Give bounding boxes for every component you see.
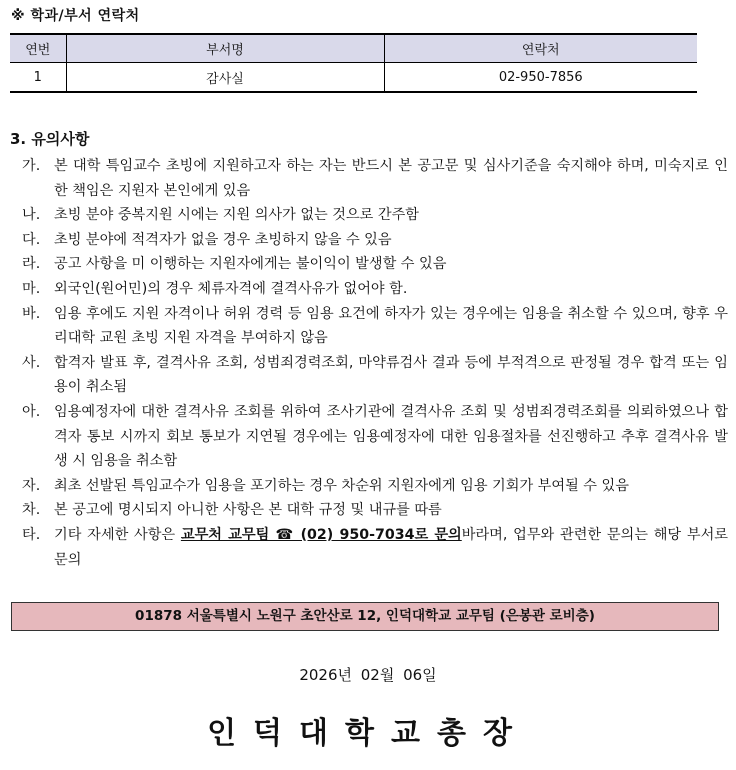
president-signature: 인덕대학교총장 xyxy=(207,716,529,751)
note-text: 초빙 분야 중복지원 시에는 지원 의사가 없는 것으로 간주함 xyxy=(54,207,420,224)
row-dept: 감사실 xyxy=(66,63,384,93)
note-text: 본 대학 특임교수 초빙에 지원하고자 하는 자는 반드시 본 공고문 및 심사기준을 숙지해야 하며, 미숙지로 인한 책임은 지원자 본인에게 있음 xyxy=(54,158,728,199)
note-marker: 바. xyxy=(22,305,41,322)
list-item xyxy=(10,351,728,400)
notes-title: 3. 유의사항 xyxy=(10,130,90,148)
list-item xyxy=(10,400,728,474)
list-item xyxy=(10,302,728,351)
announcement-date: 2026년 02월 06일 xyxy=(299,666,437,684)
note-marker: 라. xyxy=(22,256,41,273)
address-banner: 01878 서울특별시 노원구 초안산로 12, 인덕대학교 교무팀 (은봉관 로비층) xyxy=(11,602,719,631)
note-marker: 가. xyxy=(22,158,41,174)
note-text: 임용예정자에 대한 결격사유 조회를 위하여 조사기관에 결격사유 조회 및 성범죄경력조회를 의뢰하였으나 합격자 통보 시까지 회보 통보가 지연될 경우에는 임용예정자에 대한 임용절차를 선진행하고 추후 결격사유 발생 시 임용을 취소함 xyxy=(54,403,728,470)
note-text: 외국인(원어민)의 경우 체류자격에 결격사유가 없어야 함. xyxy=(54,280,408,297)
list-item xyxy=(10,154,728,203)
column-header-dept: 부서명 xyxy=(66,34,384,63)
note-marker: 다. xyxy=(22,231,41,248)
note-text: 합격자 발표 후, 결격사유 조회, 성범죄경력조회, 마약류검사 결과 등에 부적격으로 판정될 경우 합격 또는 임용이 취소됨 xyxy=(54,354,728,396)
list-item xyxy=(10,277,728,302)
note-text-after: 바라며, 업무와 관련한 문의는 해당 부서로 문의 xyxy=(54,526,728,568)
row-phone: 02-950-7856 xyxy=(384,63,697,93)
column-header-phone: 연락처 xyxy=(384,34,697,63)
row-no: 1 xyxy=(10,63,66,93)
contact-heading: ※ 학과/부서 연락처 xyxy=(11,8,140,24)
note-text xyxy=(54,523,728,572)
note-text: 본 공고에 명시되지 아니한 사항은 본 대학 규정 및 내규를 따름 xyxy=(54,502,442,519)
notes-list xyxy=(10,154,728,572)
note-marker: 자. xyxy=(22,477,41,494)
list-item xyxy=(10,203,728,228)
contact-table xyxy=(10,33,697,93)
table-header-row xyxy=(10,34,697,63)
note-text: 임용 후에도 지원 자격이나 허위 경력 등 임용 요건에 하자가 있는 경우에는 임용을 취소할 수 있으며, 향후 우리대학 교원 초빙 지원 자격을 부여하지 않음 xyxy=(54,305,728,347)
list-item xyxy=(10,498,728,523)
note-marker: 차. xyxy=(22,502,41,519)
note-text: 공고 사항을 미 이행하는 지원자에게는 불이익이 발생할 수 있음 xyxy=(54,256,447,273)
note-text: 초빙 분야에 적격자가 없을 경우 초빙하지 않을 수 있음 xyxy=(54,231,392,248)
list-item xyxy=(10,474,728,499)
table-row xyxy=(10,63,697,93)
note-marker: 나. xyxy=(22,207,41,224)
column-header-no: 연번 xyxy=(10,34,66,63)
note-marker: 사. xyxy=(22,354,41,371)
contact-phone-link: 교무처 교무팀 ☎ (02) 950-7034로 문의 xyxy=(180,526,462,543)
list-item xyxy=(10,228,728,253)
note-text: 최초 선발된 특임교수가 임용을 포기하는 경우 차순위 지원자에게 임용 기회가 부여될 수 있음 xyxy=(54,477,629,494)
list-item xyxy=(10,523,728,572)
note-marker: 타. xyxy=(22,526,41,543)
note-marker: 마. xyxy=(22,280,41,297)
note-text-before: 기타 자세한 사항은 xyxy=(54,526,181,543)
list-item xyxy=(10,252,728,277)
note-marker: 아. xyxy=(22,403,41,420)
